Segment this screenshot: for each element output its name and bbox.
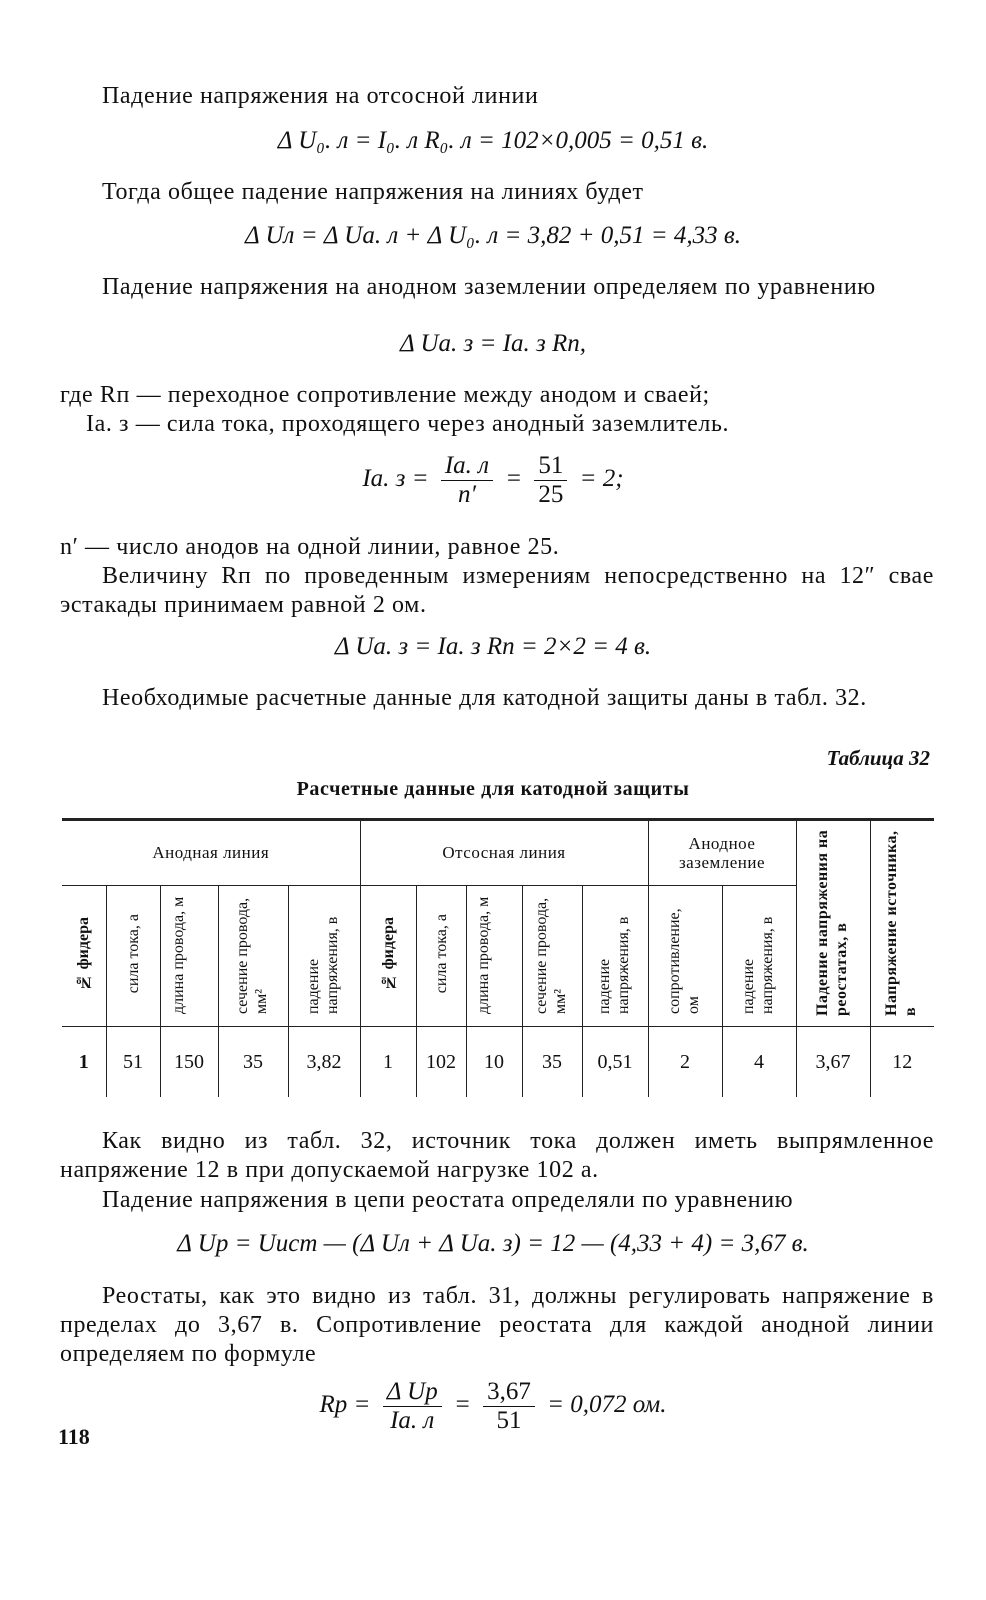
page-number: 118: [58, 1424, 90, 1449]
table-cell: 1: [360, 1027, 416, 1098]
equation-4-mid: =: [505, 465, 523, 493]
fraction-denominator: Iа. л: [390, 1407, 435, 1434]
col-header: [360, 886, 416, 1027]
equation-6: Δ Uр = Uист — (Δ Uл + Δ Uа. з) = 12 — (4,33 + 4) = 3,67 в.: [177, 1230, 809, 1257]
equation-7-mid: =: [453, 1391, 471, 1419]
header-text: падение напряжения, в: [740, 916, 776, 1014]
table-cell: 0,51: [582, 1027, 648, 1098]
col-header: [288, 886, 360, 1027]
equation-5: Δ Uа. з = Iа. з Rп = 2×2 = 4 в.: [334, 633, 652, 660]
fraction-numerator: 51: [534, 452, 567, 481]
header-text: сила тока, а: [124, 913, 142, 994]
group-header-anode-line: Анодная линия: [62, 820, 360, 886]
table-cell: 4: [722, 1027, 796, 1098]
col-header: [582, 886, 648, 1027]
paragraph-6: Величину Rп по проведенным измерениям непосредственно на 12″ свае эстакады принимаем равной 2 ом.: [60, 563, 934, 618]
table-cell: 3,67: [796, 1027, 870, 1098]
equation-4: [0, 452, 986, 509]
equation-2: Δ Uл = Δ Uа. л + Δ U₀. л = 3,82 + 0,51 = 4,33 в.: [245, 222, 741, 249]
header-text: Напряжение источника, в: [883, 830, 920, 1016]
header-text: сечение провода, мм²: [234, 897, 270, 1014]
equation-4-left: Iа. з =: [362, 465, 429, 493]
data-table: [62, 818, 934, 1097]
paragraph-10: Реостаты, как это видно из табл. 31, должны регулировать напряжение в пределах до 3,67 в. Сопротивление реостата для каждой анодной линии определяем по формуле: [60, 1283, 934, 1367]
table-row: [62, 1027, 934, 1098]
equation-4-fraction-2: [534, 452, 567, 509]
paragraph-4a: где Rп — переходное сопротивление между анодом и сваей;: [60, 382, 710, 408]
col-header: [416, 886, 466, 1027]
header-text: сила тока, а: [432, 913, 450, 994]
fraction-denominator: 51: [496, 1407, 522, 1434]
table-cell: 35: [522, 1027, 582, 1098]
col-header: [106, 886, 160, 1027]
equation-7: [0, 1378, 986, 1435]
header-text: сопротивление, ом: [666, 907, 702, 1014]
fraction-numerator: Iа. л: [441, 452, 493, 481]
group-header-rheostat-drop: [796, 820, 870, 1027]
fraction-denominator: 25: [538, 481, 564, 508]
paragraph-7: Необходимые расчетные данные для катодной защиты даны в табл. 32.: [102, 685, 867, 711]
table-cell: 1: [62, 1027, 106, 1098]
equation-7-right: = 0,072 ом.: [547, 1391, 667, 1419]
table-cell: 2: [648, 1027, 722, 1098]
header-text: длина провода, м: [170, 896, 187, 1014]
equation-7-fraction-1: [383, 1378, 442, 1435]
table-cell: 12: [870, 1027, 934, 1098]
table-number: Таблица 32: [826, 746, 930, 770]
table-title: Расчетные данные для катодной защиты: [296, 778, 690, 800]
equation-7-fraction-2: [483, 1378, 535, 1435]
equation-3: Δ Uа. з = Iа. з Rп,: [400, 330, 586, 357]
col-header: [466, 886, 522, 1027]
paragraph-3: Падение напряжения на анодном заземлении определяем по уравнению: [102, 274, 876, 300]
header-text: Падение напряжения на реостатах, в: [814, 829, 850, 1016]
col-header: [218, 886, 288, 1027]
header-text: № фидера: [75, 916, 93, 991]
paragraph-4b: Iа. з — сила тока, проходящего через анодный заземлитель.: [86, 411, 730, 437]
col-header: [522, 886, 582, 1027]
paragraph-8: Как видно из табл. 32, источник тока должен иметь выпрямленное напряжение 12 в при допускаемой нагрузке 102 а.: [60, 1128, 934, 1183]
group-header-source-voltage: [870, 820, 934, 1027]
table-cell: 102: [416, 1027, 466, 1098]
table-cell: 35: [218, 1027, 288, 1098]
table-cell: 10: [466, 1027, 522, 1098]
table-cell: 150: [160, 1027, 218, 1098]
header-text: длина провода, м: [475, 896, 492, 1014]
group-header-drain-line: Отсосная линия: [360, 820, 648, 886]
fraction-denominator: n′: [457, 481, 476, 508]
paragraph-1: Падение напряжения на отсосной линии: [102, 83, 539, 109]
header-text: падение напряжения, в: [596, 916, 632, 1014]
equation-4-right: = 2;: [579, 465, 624, 493]
header-text: № фидера: [379, 916, 397, 991]
table-cell: 51: [106, 1027, 160, 1098]
fraction-numerator: Δ Uр: [383, 1378, 442, 1407]
paragraph-2: Тогда общее падение напряжения на линиях будет: [102, 179, 644, 205]
fraction-numerator: 3,67: [483, 1378, 535, 1407]
paragraph-5: n′ — число анодов на одной линии, равное 25.: [60, 534, 560, 560]
equation-4-fraction-1: [441, 452, 493, 509]
header-text: падение напряжения, в: [305, 916, 341, 1014]
col-header: [62, 886, 106, 1027]
table-cell: 3,82: [288, 1027, 360, 1098]
col-header: [648, 886, 722, 1027]
col-header: [160, 886, 218, 1027]
equation-1: Δ U₀. л = I₀. л R₀. л = 102×0,005 = 0,51 в.: [277, 127, 709, 154]
paragraph-9: Падение напряжения в цепи реостата определяли по уравнению: [102, 1187, 794, 1213]
header-text: сечение провода, мм²: [533, 897, 569, 1014]
group-header-anode-grounding: Анодное заземление: [648, 820, 796, 886]
col-header: [722, 886, 796, 1027]
equation-7-left: Rр =: [319, 1391, 371, 1419]
